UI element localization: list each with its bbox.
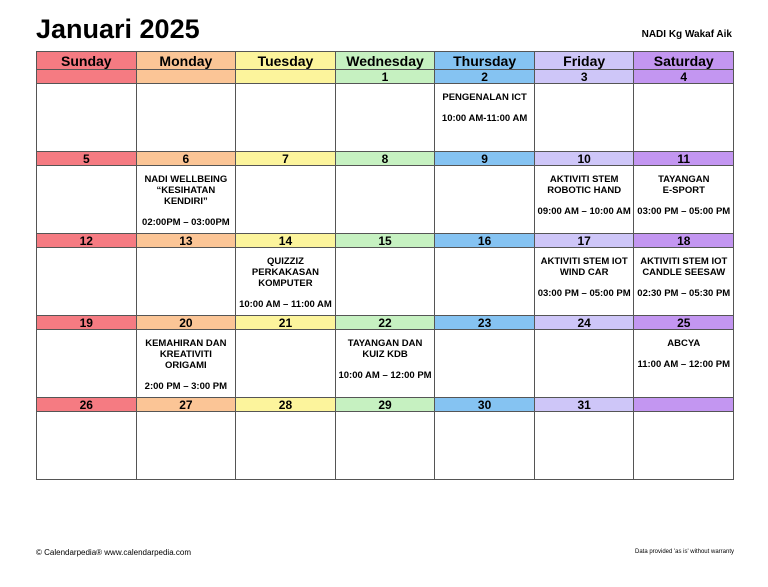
day-number: 20 <box>137 316 236 330</box>
weekday-header-saturday: Saturday <box>634 52 734 70</box>
day-body <box>336 248 435 315</box>
event-title: TAYANGAN DAN KUIZ KDB <box>347 338 423 360</box>
day-number: 13 <box>137 234 236 248</box>
day-cell <box>336 316 436 398</box>
day-number: 7 <box>236 152 335 166</box>
week-row <box>37 316 734 398</box>
day-number: 1 <box>336 70 435 84</box>
weekday-header-row <box>37 52 734 70</box>
day-body <box>137 330 236 397</box>
day-cell <box>336 152 436 234</box>
week-row <box>37 152 734 234</box>
event-title: KEMAHIRAN DAN KREATIVITI ORIGAMI <box>145 338 227 371</box>
day-cell <box>336 398 436 480</box>
day-body <box>37 166 136 233</box>
day-cell <box>435 234 535 316</box>
day-body <box>236 248 335 315</box>
day-number: 19 <box>37 316 136 330</box>
event-time: 10:00 AM – 12:00 PM <box>338 370 432 381</box>
day-cell <box>435 70 535 152</box>
day-cell <box>236 316 336 398</box>
day-body <box>535 412 634 479</box>
day-cell <box>236 152 336 234</box>
day-cell <box>336 234 436 316</box>
day-cell <box>634 316 734 398</box>
day-body <box>336 412 435 479</box>
day-number: 17 <box>535 234 634 248</box>
day-cell <box>435 398 535 480</box>
day-number <box>236 70 335 84</box>
day-body <box>236 412 335 479</box>
event-time: 2:00 PM – 3:00 PM <box>144 381 228 392</box>
day-number: 29 <box>336 398 435 412</box>
day-number: 9 <box>435 152 534 166</box>
day-cell <box>634 70 734 152</box>
day-body <box>634 248 733 315</box>
event-time: 10:00 AM – 11:00 AM <box>239 299 332 310</box>
day-body <box>137 84 236 151</box>
day-number: 21 <box>236 316 335 330</box>
day-number: 8 <box>336 152 435 166</box>
calendar-weeks <box>37 70 734 480</box>
day-cell <box>37 152 137 234</box>
day-number: 18 <box>634 234 733 248</box>
day-body <box>37 248 136 315</box>
day-number: 24 <box>535 316 634 330</box>
event-time: 02:00PM – 03:00PM <box>142 217 230 228</box>
day-body <box>435 84 534 151</box>
weekday-header-tuesday: Tuesday <box>236 52 336 70</box>
day-number <box>634 398 733 412</box>
day-body <box>336 330 435 397</box>
day-cell <box>37 70 137 152</box>
day-number: 30 <box>435 398 534 412</box>
day-number: 4 <box>634 70 733 84</box>
day-body <box>137 412 236 479</box>
day-body <box>634 84 733 151</box>
weekday-header-friday: Friday <box>535 52 635 70</box>
day-number: 25 <box>634 316 733 330</box>
day-cell <box>634 152 734 234</box>
day-cell <box>634 234 734 316</box>
day-number: 10 <box>535 152 634 166</box>
calendar-grid <box>36 51 734 480</box>
day-cell <box>137 152 237 234</box>
day-body <box>435 330 534 397</box>
day-body <box>236 330 335 397</box>
day-body <box>37 84 136 151</box>
day-cell <box>535 70 635 152</box>
day-number <box>137 70 236 84</box>
event-time: 10:00 AM-11:00 AM <box>441 113 528 124</box>
day-body <box>336 166 435 233</box>
day-number: 15 <box>336 234 435 248</box>
event-time: 02:30 PM – 05:30 PM <box>637 288 731 299</box>
day-body <box>336 84 435 151</box>
day-number: 16 <box>435 234 534 248</box>
day-body <box>634 166 733 233</box>
event-time: 03:00 PM – 05:00 PM <box>637 206 731 217</box>
day-body <box>535 84 634 151</box>
day-number: 11 <box>634 152 733 166</box>
day-number: 22 <box>336 316 435 330</box>
footer-credit: © Calendarpedia® www.calendarpedia.com <box>36 548 191 557</box>
event-title: TAYANGAN E-SPORT <box>658 174 710 196</box>
footer-disclaimer: Data provided 'as is' without warranty <box>634 549 734 555</box>
day-cell <box>137 316 237 398</box>
day-cell <box>236 398 336 480</box>
day-cell <box>535 398 635 480</box>
day-cell <box>336 70 436 152</box>
weekday-header-thursday: Thursday <box>435 52 535 70</box>
day-number: 6 <box>137 152 236 166</box>
page-title: Januari 2025 <box>36 14 200 44</box>
day-number: 23 <box>435 316 534 330</box>
day-body <box>236 166 335 233</box>
day-number: 14 <box>236 234 335 248</box>
day-cell <box>634 398 734 480</box>
day-body <box>137 248 236 315</box>
day-body <box>37 412 136 479</box>
day-body <box>535 166 634 233</box>
weekday-header-wednesday: Wednesday <box>336 52 436 70</box>
day-body <box>435 248 534 315</box>
day-number: 2 <box>435 70 534 84</box>
day-body <box>435 412 534 479</box>
day-body <box>535 248 634 315</box>
event-title: PENGENALAN ICT <box>442 92 527 103</box>
day-body <box>137 166 236 233</box>
week-row <box>37 398 734 480</box>
day-number <box>37 70 136 84</box>
event-title: AKTIVITI STEM IOT WIND CAR <box>540 256 628 278</box>
day-cell <box>535 152 635 234</box>
day-cell <box>137 70 237 152</box>
day-cell <box>535 234 635 316</box>
event-title: AKTIVITI STEM ROBOTIC HAND <box>547 174 622 196</box>
event-title: NADI WELLBEING “KESIHATAN KENDIRI” <box>144 174 228 207</box>
day-cell <box>37 316 137 398</box>
day-number: 28 <box>236 398 335 412</box>
weekday-header-sunday: Sunday <box>37 52 137 70</box>
day-number: 12 <box>37 234 136 248</box>
day-cell <box>435 152 535 234</box>
event-time: 03:00 PM – 05:00 PM <box>537 288 631 299</box>
event-time: 11:00 AM – 12:00 PM <box>637 359 731 370</box>
organization-label: NADI Kg Wakaf Aik <box>641 29 732 40</box>
week-row <box>37 234 734 316</box>
day-cell <box>435 316 535 398</box>
day-cell <box>37 398 137 480</box>
event-time: 09:00 AM – 10:00 AM <box>537 206 631 217</box>
event-title: AKTIVITI STEM IOT CANDLE SEESAW <box>640 256 728 278</box>
day-cell <box>37 234 137 316</box>
day-number: 27 <box>137 398 236 412</box>
day-body <box>634 330 733 397</box>
day-number: 3 <box>535 70 634 84</box>
week-row <box>37 70 734 152</box>
weekday-header-monday: Monday <box>137 52 237 70</box>
day-body <box>535 330 634 397</box>
day-cell <box>137 398 237 480</box>
event-title: QUIZZIZ PERKAKASAN KOMPUTER <box>251 256 319 289</box>
day-number: 31 <box>535 398 634 412</box>
day-body <box>37 330 136 397</box>
day-body <box>236 84 335 151</box>
day-cell <box>535 316 635 398</box>
day-body <box>435 166 534 233</box>
event-title: ABCYA <box>667 338 701 349</box>
day-cell <box>137 234 237 316</box>
day-cell <box>236 70 336 152</box>
day-body <box>634 412 733 479</box>
day-number: 26 <box>37 398 136 412</box>
day-cell <box>236 234 336 316</box>
day-number: 5 <box>37 152 136 166</box>
